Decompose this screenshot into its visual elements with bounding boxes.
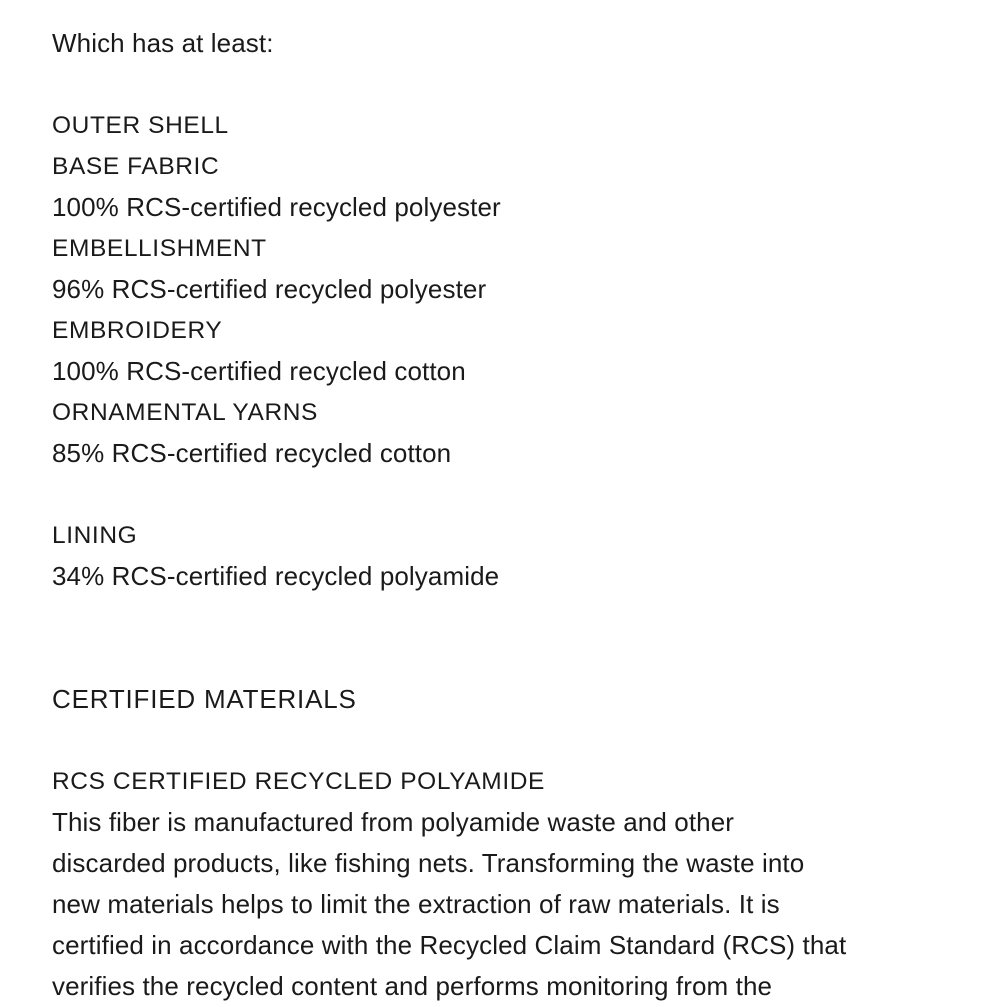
recycled-polyamide-description bbox=[52, 802, 952, 1007]
lining-title: LINING bbox=[52, 522, 138, 549]
intro-text: Which has at least: bbox=[52, 28, 274, 58]
lining-value: 34% RCS-certified recycled polyamide bbox=[52, 561, 500, 591]
description-line: new materials helps to limit the extraction of raw materials. It is bbox=[52, 889, 780, 919]
base-fabric-value: 100% RCS-certified recycled polyester bbox=[52, 192, 501, 222]
description-line: verifies the recycled content and performs monitoring from the bbox=[52, 971, 773, 1001]
spacer bbox=[52, 64, 952, 105]
embellishment-value: 96% RCS-certified recycled polyester bbox=[52, 274, 487, 304]
embroidery-value: 100% RCS-certified recycled cotton bbox=[52, 356, 466, 386]
ornamental-yarns-label: ORNAMENTAL YARNS bbox=[52, 399, 318, 426]
spacer bbox=[52, 474, 952, 515]
outer-shell-title: OUTER SHELL bbox=[52, 112, 229, 139]
recycled-polyamide-subheading: RCS CERTIFIED RECYCLED POLYAMIDE bbox=[52, 768, 545, 795]
embellishment-label: EMBELLISHMENT bbox=[52, 235, 267, 262]
description-line: This fiber is manufactured from polyamide waste and other bbox=[52, 807, 735, 837]
spacer bbox=[52, 597, 952, 679]
description-line: certified in accordance with the Recycled Claim Standard (RCS) that bbox=[52, 930, 847, 960]
spacer bbox=[52, 720, 952, 761]
base-fabric-label: BASE FABRIC bbox=[52, 153, 220, 180]
ornamental-yarns-value: 85% RCS-certified recycled cotton bbox=[52, 438, 452, 468]
description-line: discarded products, like fishing nets. Transforming the waste into bbox=[52, 848, 805, 878]
certified-materials-heading: CERTIFIED MATERIALS bbox=[52, 684, 357, 714]
composition-panel bbox=[52, 23, 952, 1007]
embroidery-label: EMBROIDERY bbox=[52, 317, 223, 344]
